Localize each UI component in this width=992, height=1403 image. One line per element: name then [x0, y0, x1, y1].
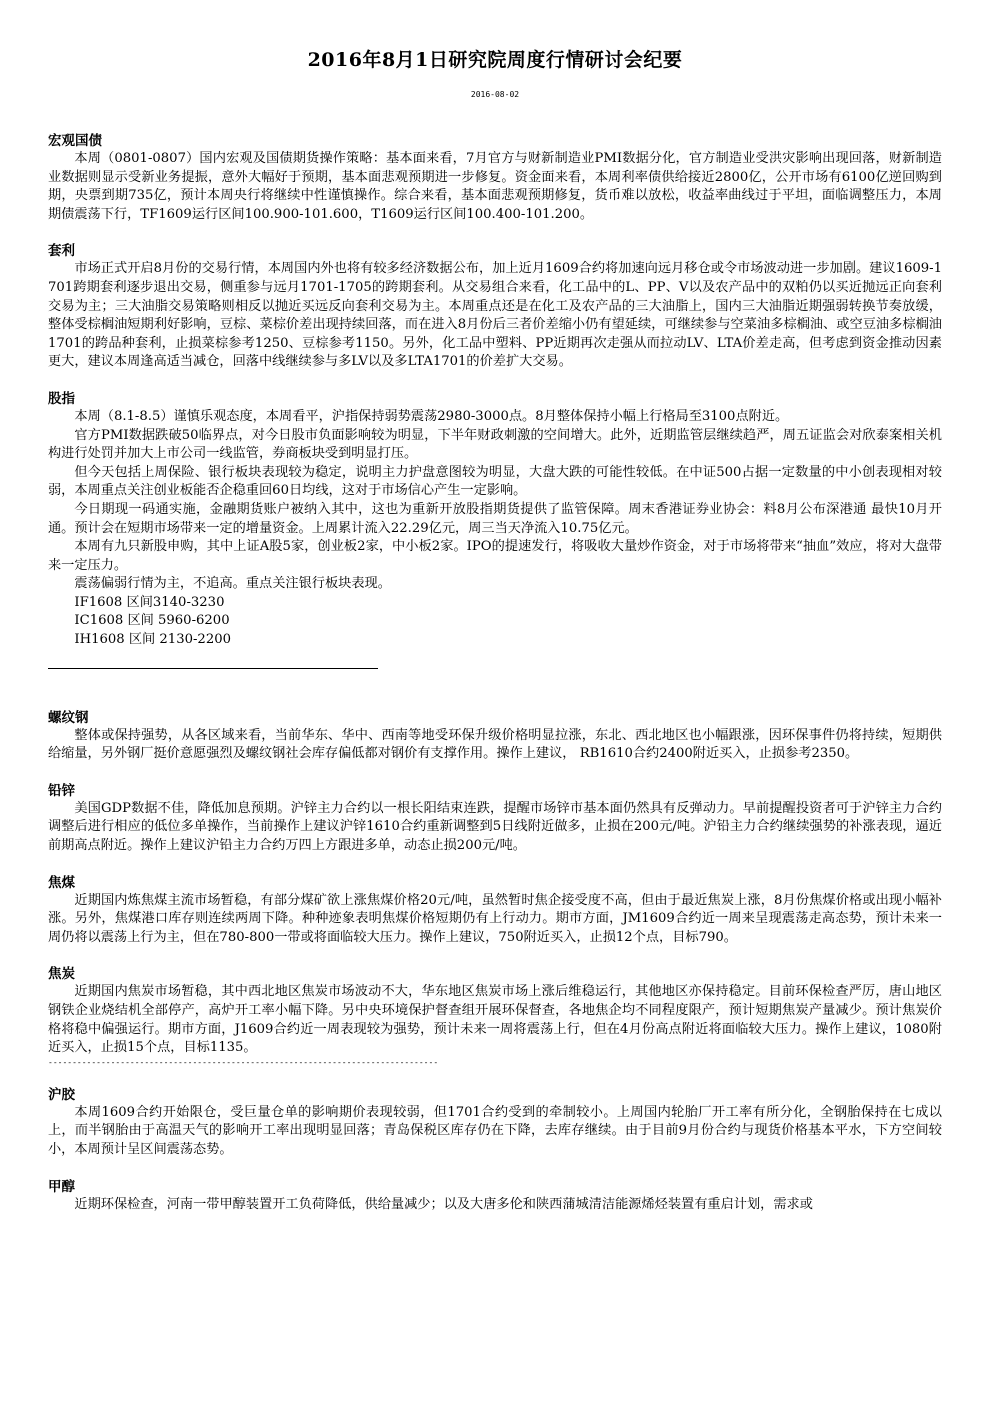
section-lead-zinc: [48, 782, 942, 856]
contract-range: IF1608 区间3140-3230: [74, 594, 225, 610]
section-macro-bonds: [48, 132, 942, 224]
section-title: 沪胶: [48, 1086, 75, 1103]
paragraph: 官方PMI数据跌破50临界点，对今日股市负面影响较为明显，下半年财政刺激的空间增大。此外，近期监管层继续趋严，周五证监会对欣泰案相关机构进行处罚并加大上市公司一线监管，券商板块受到明显打压。: [48, 427, 942, 462]
paragraph: 本周（0801-0807）国内宏观及国债期货操作策略：基本面来看，7月官方与财新制造业PMI数据分化，官方制造业受洪灾影响出现回落，财新制造业数据则显示受新业务提振，意外大幅好于预期，基本面悲观预期进一步修复。资金面来看，本周利率债供给接近2800亿，公开市场有6100亿逆回购到期，央票到期735亿，预计本周央行将继续中性谨慎操作。综合来看，基本面悲观预期修复，货币难以放松，收益率曲线过于平坦，面临调整压力，本周期债震荡下行，TF1609运行区间100.900-101.600，T1609运行区间100.400-101.200。: [48, 151, 942, 222]
paragraph: 近期国内炼焦煤主流市场暂稳，有部分煤矿欲上涨焦煤价格20元/吨，虽然暂时焦企接受度不高，但由于最近焦炭上涨，8月份焦煤价格或出现小幅补涨。另外，焦煤港口库存则连续两周下降。种种迹象表明焦煤价格短期仍有上行动力。期市方面，JM1609合约近一周来呈现震荡走高态势，预计未来一周仍将以震荡上行为主，但在780-800一带或将面临较大压力。操作上建议，750附近买入，止损12个点，目标790。: [48, 892, 942, 945]
paragraph: 今日期现一码通实施，金融期货账户被纳入其中，这也为重新开放股指期货提供了监管保障。周末香港证券业协会：料8月公布深港通 最快10月开通。预计会在短期市场带来一定的增量资金。上周累计流入22.29亿元，周三当天净流入10.75亿元。: [48, 501, 942, 536]
paragraph: 近期环保检查，河南一带甲醇装置开工负荷降低，供给量减少；以及大唐多伦和陕西蒲城清洁能源烯烃装置有重启计划，需求或: [74, 1196, 813, 1212]
paragraph: 本周有九只新股申购，其中上证A股5家，创业板2家，中小板2家。IPO的提速发行，将吸收大量炒作资金，对于市场将带来“抽血”效应，将对大盘带来一定压力。: [48, 539, 942, 573]
section-title: 螺纹钢: [48, 709, 89, 726]
section-title: 甲醇: [48, 1178, 75, 1195]
paragraph: 美国GDP数据不佳，降低加息预期。沪锌主力合约以一根长阳结束连跌，提醒市场锌市基本面仍然具有反弹动力。早前提醒投资者可于沪锌主力合约调整后进行相应的低位多单操作，当前操作上建议沪锌1610合约重新调整到5日线附近做多，止损在200元/吨。沪铅主力合约继续强势的补涨表现，逼近前期高点附近。操作上建议沪铅主力合约万四上方跟进多单，动态止损200元/吨。: [48, 800, 942, 854]
section-title: 股指: [48, 390, 75, 407]
divider-solid: [48, 668, 378, 669]
paragraph: 近期国内焦炭市场暂稳，其中西北地区焦炭市场波动不大，华东地区焦炭市场上涨后维稳运行，其他地区亦保持稳定。目前环保检查严厉，唐山地区钢铁企业烧结机全部停产，高炉开工率小幅下降。另中央环境保护督查组开展环保督查，各地焦企均不同程度限产，预计短期焦炭产量减少。预计焦炭价格将稳中偏强运行。期市方面，J1609合约近一周表现较为强势，预计未来一周将震荡上行，但在4月份高点附近将面临较大压力。操作上建议，1080附近买入，止损15个点，目标1135。: [48, 984, 942, 1056]
paragraph: 本周1609合约开始限仓，受巨量仓单的影响期价表现较弱，但1701合约受到的牵制较小。上周国内轮胎厂开工率有所分化，全钢胎保持在七成以上，而半钢胎由于高温天气的影响开工率出现明显回落；青岛保税区库存仍在下降，去库存继续。由于目前9月份合约与现货价格基本平水，下方空间较小，本周预计呈区间震荡态势。: [48, 1104, 942, 1157]
section-rubber: [48, 1086, 942, 1160]
section-title: 铅锌: [48, 782, 75, 799]
paragraph: 震荡偏弱行情为主，不追高。重点关注银行板块表现。: [74, 576, 391, 592]
section-title: 套利: [48, 243, 75, 260]
section-title: 宏观国债: [48, 133, 102, 149]
paragraph: 本周（8.1-8.5）谨慎乐观态度，本周看平，沪指保持弱势震荡2980-3000点。8月整体保持小幅上行格局至3100点附近。: [74, 408, 789, 424]
section-stock-index: [48, 390, 942, 669]
contract-range: IC1608 区间 5960-6200: [74, 613, 230, 629]
publish-date: 2016-08-02: [470, 90, 520, 99]
paragraph: 但今天包括上周保险、银行板块表现较为稳定，说明主力护盘意图较为明显，大盘大跌的可能性较低。在中证500占据一定数量的中小创表现相对较弱，本周重点关注创业板能否企稳重回60日均线，这对于市场信心产生一定影响。: [48, 464, 942, 499]
section-title: 焦煤: [48, 874, 75, 891]
section-title: 焦炭: [48, 966, 75, 983]
section-rebar: [48, 709, 942, 764]
section-coke: [48, 965, 942, 1067]
page-title: 2016年8月1日研究院周度行情研讨会纪要: [307, 49, 683, 71]
section-methanol: [48, 1178, 942, 1215]
document-page: [48, 46, 942, 1214]
contract-range: IH1608 区间 2130-2200: [74, 632, 231, 648]
divider-dashed: ---------------------------------------------------------------------------------: [48, 1057, 439, 1067]
paragraph: 市场正式开启8月份的交易行情，本周国内外也将有较多经济数据公布，加上近月1609合约将加速向远月移仓或令市场波动进一步加剧。建议1609-1701跨期套利逐步退出交易，侧重参与远月1701-1705的跨期套利。从交易组合来看，化工品中的L、PP、V以及农产品中的双粕仍以买近抛远正向套利交易为主；三大油脂交易策略则相反以抛近买远反向套利交易为主。本周重点还是在化工及农产品的三大油脂上，国内三大油脂近期强弱转换节奏放缓，整体受棕榈油短期利好影响，豆棕、菜棕价差出现持续回落，而在进入8月份后三者价差缩小仍有望延续，可继续参与空菜油多棕榈油、或空豆油多棕榈油1701的跨品种套利，止损菜棕参考1250、豆棕参考1150。另外，化工品中塑料、PP近期再次走强从而拉动LV、LTA价差走高，但考虑到资金推动因素更大，建议本周逢高适当减仓，回落中线继续参与多LV以及多LTA1701的价差扩大交易。: [48, 261, 942, 370]
section-coking-coal: [48, 874, 942, 948]
section-arbitrage: [48, 242, 942, 372]
paragraph: 整体或保持强势，从各区域来看，当前华东、华中、西南等地受环保升级价格明显拉涨，东北、西北地区也小幅跟涨，因环保事件仍将持续，短期供给缩量，另外钢厂挺价意愿强烈及螺纹钢社会库存偏低都对钢价有支撑作用。操作上建议， RB1610合约2400附近买入，止损参考2350。: [48, 727, 942, 762]
